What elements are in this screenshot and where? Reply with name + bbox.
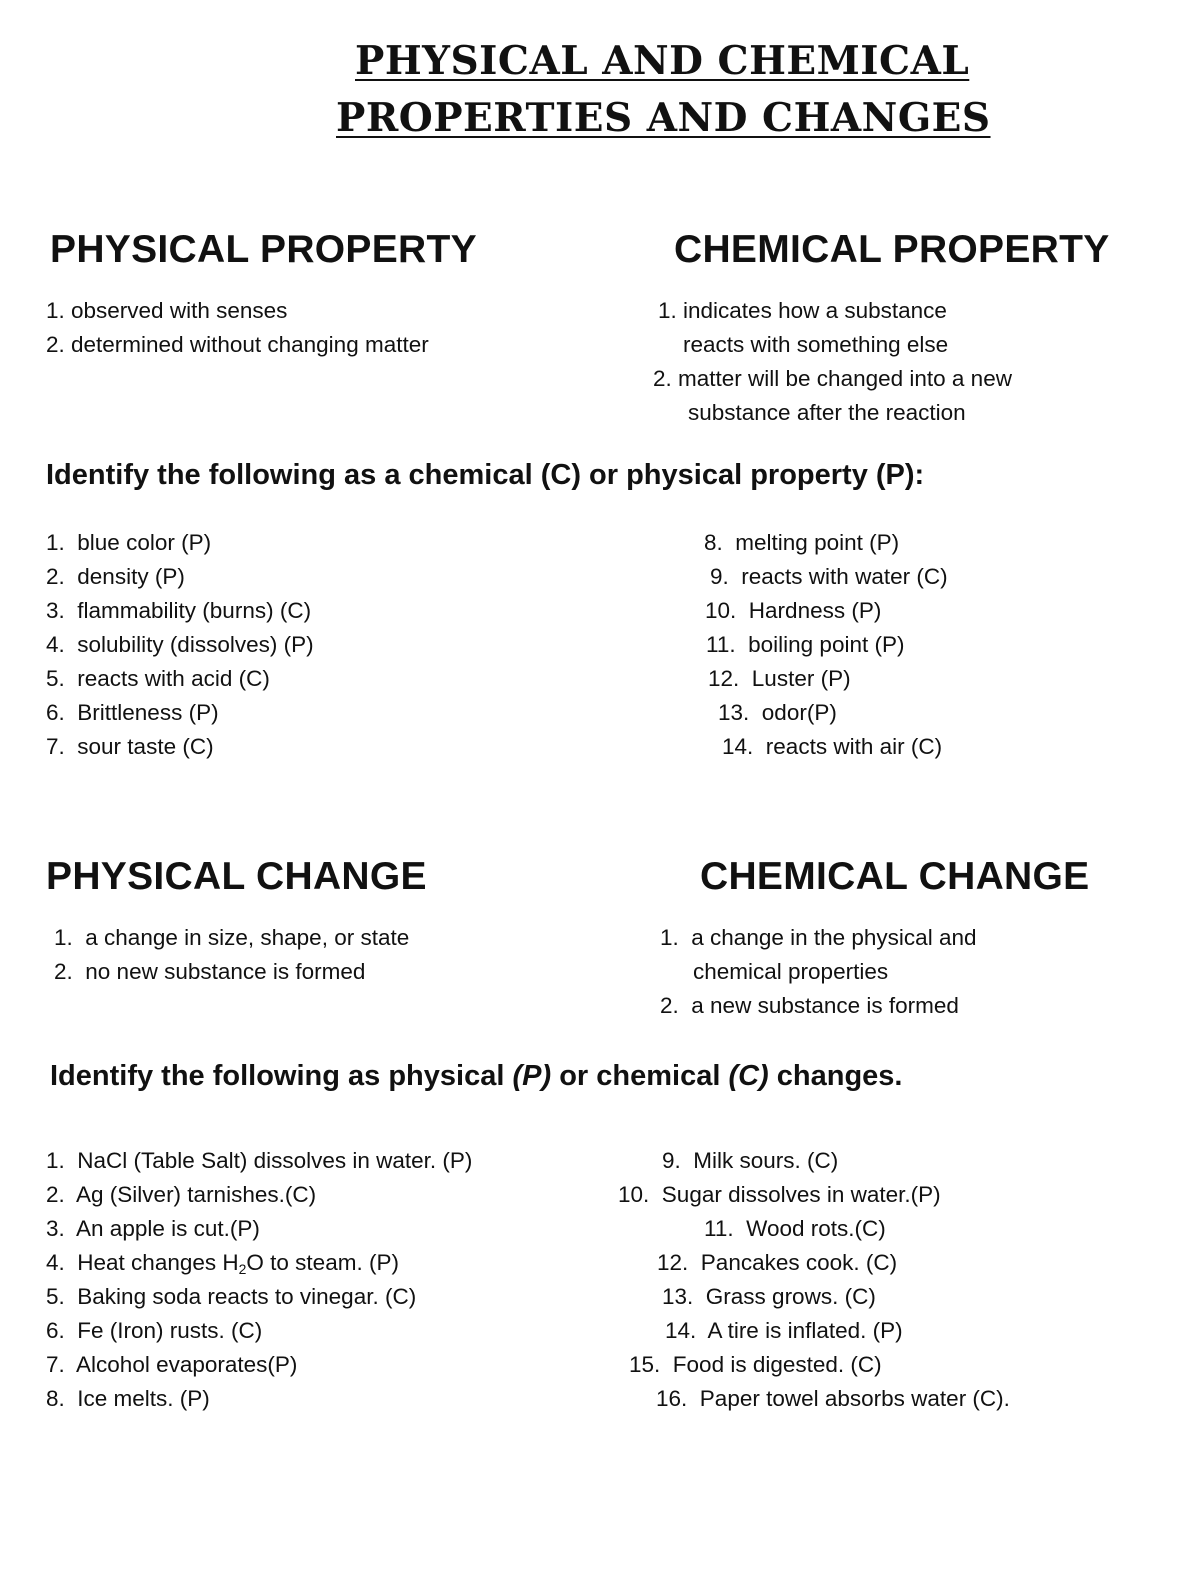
item-number: 3. <box>46 598 65 623</box>
title-line-2: PROPERTIES AND CHANGES <box>336 95 991 141</box>
question-physical-marker: (P) <box>512 1060 552 1092</box>
item-text: Ice melts. (P) <box>77 1386 210 1411</box>
list-item <box>718 700 837 726</box>
item-text: flammability (burns) (C) <box>77 598 312 623</box>
property-question: Identify the following as a chemical (C) or physical property (P): <box>46 459 925 491</box>
item-number: 9. <box>710 564 729 589</box>
item-text: NaCl (Table Salt) dissolves in water. (P) <box>77 1148 473 1173</box>
list-item <box>710 564 948 590</box>
item-number: 1. <box>54 925 73 950</box>
item-number: 7. <box>46 1352 65 1377</box>
item-number: 6. <box>46 1318 65 1343</box>
physical-change-heading: PHYSICAL CHANGE <box>46 855 427 898</box>
item-text: Hardness (P) <box>748 598 882 623</box>
item-number: 5. <box>46 1284 65 1309</box>
item-number: 10. <box>705 598 737 623</box>
list-item <box>46 1352 297 1378</box>
item-text: sour taste (C) <box>77 734 214 759</box>
physical-property-point: 2. determined without changing matter <box>46 332 429 357</box>
physical-property-point: 1. observed with senses <box>46 298 288 323</box>
chemical-property-line: reacts with something else <box>683 332 949 357</box>
item-number: 2. <box>660 993 679 1018</box>
item-text: Food is digested. (C) <box>672 1352 882 1377</box>
item-number: 6. <box>46 700 65 725</box>
list-item <box>46 1216 260 1242</box>
item-number: 2. <box>54 959 73 984</box>
chemical-property-line: 1. indicates how a substance <box>658 298 947 323</box>
item-number: 1. <box>46 1148 65 1173</box>
list-item <box>46 1318 262 1344</box>
item-text: no new substance is formed <box>85 959 366 984</box>
item-number: 9. <box>662 1148 681 1173</box>
item-text: a change in the physical and <box>691 925 977 950</box>
item-text: Luster (P) <box>751 666 851 691</box>
item-text: odor(P) <box>761 700 837 725</box>
item-text: Baking soda reacts to vinegar. (C) <box>77 1284 417 1309</box>
list-item <box>46 734 214 760</box>
item-text: A tire is inflated. (P) <box>707 1318 903 1343</box>
question-part: changes. <box>768 1060 903 1092</box>
list-item <box>665 1318 903 1344</box>
item-text: reacts with air (C) <box>765 734 943 759</box>
item-number: 1. <box>660 925 679 950</box>
list-item <box>46 1250 399 1276</box>
item-number: 7. <box>46 734 65 759</box>
list-item <box>46 564 185 590</box>
item-text: chemical properties <box>693 959 889 984</box>
item-text: Brittleness (P) <box>77 700 219 725</box>
list-item <box>618 1182 941 1208</box>
item-number: 14. <box>665 1318 697 1343</box>
list-item <box>705 598 881 624</box>
item-number: 13. <box>718 700 750 725</box>
item-number: 16. <box>656 1386 688 1411</box>
item-text: An apple is cut.(P) <box>76 1216 260 1241</box>
chemical-property-line: 2. matter will be changed into a new <box>653 366 1012 391</box>
list-item <box>46 666 270 692</box>
item-text: boiling point (P) <box>748 632 905 657</box>
chemical-property-line: substance after the reaction <box>688 400 966 425</box>
item-text: reacts with acid (C) <box>77 666 270 691</box>
item-number: 8. <box>704 530 723 555</box>
list-item <box>657 1250 897 1276</box>
list-item <box>662 1284 876 1310</box>
item-text: density (P) <box>77 564 185 589</box>
chemical-change-heading: CHEMICAL CHANGE <box>700 855 1090 898</box>
list-item <box>46 598 311 624</box>
item-number: 5. <box>46 666 65 691</box>
list-item <box>722 734 942 760</box>
item-number: 4. <box>46 632 65 657</box>
item-number: 12. <box>657 1250 689 1275</box>
item-text: Milk sours. (C) <box>693 1148 839 1173</box>
item-number: 2. <box>46 564 65 589</box>
list-item <box>46 632 314 658</box>
item-text: a change in size, shape, or state <box>85 925 410 950</box>
list-item <box>704 530 899 556</box>
item-text: Wood rots.(C) <box>746 1216 886 1241</box>
chemical-property-heading: CHEMICAL PROPERTY <box>674 228 1110 271</box>
physical-change-point <box>54 925 409 951</box>
item-number: 12. <box>708 666 740 691</box>
physical-change-point <box>54 959 365 985</box>
list-item <box>629 1352 882 1378</box>
question-chemical-marker: (C) <box>728 1060 769 1092</box>
item-text: Heat changes H <box>77 1250 239 1275</box>
item-text: Paper towel absorbs water (C). <box>699 1386 1010 1411</box>
item-number: 13. <box>662 1284 694 1309</box>
item-text: Grass grows. (C) <box>705 1284 876 1309</box>
list-item <box>46 700 219 726</box>
item-text: melting point (P) <box>735 530 900 555</box>
item-number: 3. <box>46 1216 65 1241</box>
list-item <box>46 1284 416 1310</box>
list-item <box>656 1386 1010 1412</box>
item-text: reacts with water (C) <box>741 564 948 589</box>
subscript: 2 <box>238 1261 247 1278</box>
item-number: 2. <box>46 1182 65 1207</box>
physical-property-heading: PHYSICAL PROPERTY <box>50 228 477 271</box>
list-item <box>704 1216 886 1242</box>
item-number: 14. <box>722 734 754 759</box>
change-question <box>50 1060 903 1093</box>
item-number: 15. <box>629 1352 661 1377</box>
title-line-1: PHYSICAL AND CHEMICAL <box>355 38 970 84</box>
item-number: 1. <box>46 530 65 555</box>
item-number: 11. <box>706 632 736 657</box>
question-part: Identify the following as physical <box>50 1060 513 1092</box>
list-item <box>46 1182 316 1208</box>
item-text: blue color (P) <box>77 530 212 555</box>
chemical-change-point <box>693 959 888 985</box>
chemical-change-point <box>660 993 959 1019</box>
item-text: solubility (dissolves) (P) <box>77 632 314 657</box>
item-text: Ag (Silver) tarnishes.(C) <box>76 1182 317 1207</box>
item-number: 8. <box>46 1386 65 1411</box>
item-text: O to steam. (P) <box>246 1250 399 1275</box>
item-text: Sugar dissolves in water.(P) <box>661 1182 941 1207</box>
item-number: 10. <box>618 1182 650 1207</box>
item-number: 4. <box>46 1250 65 1275</box>
item-text: Alcohol evaporates(P) <box>76 1352 298 1377</box>
item-text: Fe (Iron) rusts. (C) <box>77 1318 263 1343</box>
item-text: a new substance is formed <box>691 993 959 1018</box>
item-text: Pancakes cook. (C) <box>700 1250 898 1275</box>
list-item <box>706 632 904 658</box>
chemical-change-point <box>660 925 977 951</box>
list-item <box>46 1148 472 1174</box>
list-item <box>46 530 211 556</box>
item-number: 11. <box>704 1216 734 1241</box>
list-item <box>708 666 851 692</box>
list-item <box>662 1148 838 1174</box>
list-item <box>46 1386 210 1412</box>
question-part: or chemical <box>551 1060 729 1092</box>
